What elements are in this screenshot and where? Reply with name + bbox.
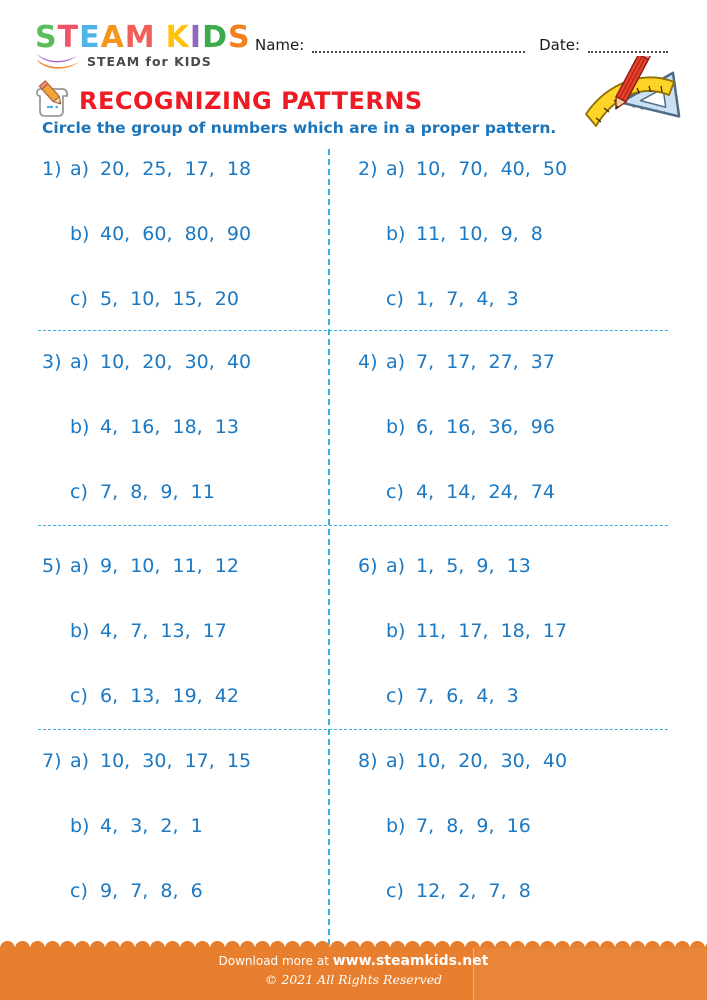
option-values: 40, 60, 80, 90 xyxy=(100,223,252,245)
option-values: 10, 30, 17, 15 xyxy=(100,750,252,772)
option-label: a) xyxy=(386,750,406,772)
option-label: a) xyxy=(386,158,406,180)
option-label: b) xyxy=(70,620,90,642)
pattern-option[interactable] xyxy=(42,686,328,706)
option-values: 5, 10, 15, 20 xyxy=(100,288,239,310)
question-7 xyxy=(38,730,328,945)
question-6 xyxy=(328,526,668,729)
option-values: 12, 2, 7, 8 xyxy=(416,880,531,902)
pattern-option[interactable] xyxy=(42,482,328,502)
pattern-option[interactable] xyxy=(358,816,668,836)
option-values: 10, 70, 40, 50 xyxy=(416,158,568,180)
question-row-1 xyxy=(38,147,668,330)
logo-wordmark xyxy=(35,22,251,54)
pattern-option[interactable] xyxy=(358,881,668,901)
pattern-option[interactable] xyxy=(358,224,668,244)
pattern-option[interactable] xyxy=(42,621,328,641)
question-row-4 xyxy=(38,729,668,945)
option-label: b) xyxy=(386,223,406,245)
page-title: RECOGNIZING PATTERNS xyxy=(79,87,423,115)
option-values: 7, 8, 9, 16 xyxy=(416,815,531,837)
option-label: c) xyxy=(386,685,404,707)
question-2 xyxy=(328,147,668,330)
option-values: 4, 7, 13, 17 xyxy=(100,620,227,642)
option-label: c) xyxy=(70,481,88,503)
logo-letter: E xyxy=(79,20,101,55)
instruction-text: Circle the group of numbers which are in a proper pattern. xyxy=(42,119,557,137)
name-input-line[interactable] xyxy=(312,37,525,53)
question-number: 3) xyxy=(42,351,62,373)
question-3 xyxy=(38,331,328,525)
pattern-option[interactable] xyxy=(358,352,668,372)
question-number: 6) xyxy=(358,555,378,577)
option-label: a) xyxy=(386,351,406,373)
footer-site-link[interactable]: www.steamkids.net xyxy=(332,953,489,969)
option-values: 11, 10, 9, 8 xyxy=(416,223,543,245)
option-label: a) xyxy=(70,555,90,577)
option-values: 7, 8, 9, 11 xyxy=(100,481,215,503)
option-label: c) xyxy=(386,288,404,310)
option-label: a) xyxy=(70,351,90,373)
footer-scallop-edge xyxy=(0,939,707,948)
question-4 xyxy=(328,331,668,525)
option-values: 4, 3, 2, 1 xyxy=(100,815,203,837)
question-number: 8) xyxy=(358,750,378,772)
pattern-option[interactable] xyxy=(358,482,668,502)
column-divider xyxy=(328,149,330,945)
question-8 xyxy=(328,730,668,945)
option-label: c) xyxy=(386,880,404,902)
option-values: 1, 5, 9, 13 xyxy=(416,555,531,577)
pattern-option[interactable] xyxy=(42,816,328,836)
option-label: b) xyxy=(70,223,90,245)
date-input-line[interactable] xyxy=(588,37,668,53)
question-number: 5) xyxy=(42,555,62,577)
option-label: a) xyxy=(70,158,90,180)
option-label: b) xyxy=(70,815,90,837)
question-row-3 xyxy=(38,525,668,729)
option-label: b) xyxy=(70,416,90,438)
option-values: 4, 14, 24, 74 xyxy=(416,481,555,503)
pattern-option[interactable] xyxy=(42,417,328,437)
pencil-scroll-icon xyxy=(33,80,75,122)
option-values: 10, 20, 30, 40 xyxy=(100,351,252,373)
date-label: Date: xyxy=(539,36,580,54)
option-label: a) xyxy=(386,555,406,577)
pattern-option[interactable] xyxy=(42,751,328,771)
footer-copyright: © 2021 All Rights Reserved xyxy=(264,972,443,987)
swoosh-icon xyxy=(35,52,81,70)
option-values: 4, 16, 18, 13 xyxy=(100,416,239,438)
option-values: 11, 17, 18, 17 xyxy=(416,620,568,642)
option-values: 1, 7, 4, 3 xyxy=(416,288,519,310)
logo-letter: M xyxy=(124,20,156,55)
option-values: 9, 7, 8, 6 xyxy=(100,880,203,902)
question-5 xyxy=(38,526,328,729)
name-label: Name: xyxy=(255,36,305,54)
logo-letter: T xyxy=(57,20,80,55)
pattern-option[interactable] xyxy=(358,556,668,576)
logo-letter: S xyxy=(227,20,251,55)
option-values: 7, 6, 4, 3 xyxy=(416,685,519,707)
option-label: b) xyxy=(386,815,406,837)
pattern-option[interactable] xyxy=(42,556,328,576)
title-row xyxy=(33,80,423,122)
option-values: 7, 17, 27, 37 xyxy=(416,351,555,373)
logo-letter: A xyxy=(100,20,125,55)
option-label: b) xyxy=(386,416,406,438)
option-values: 9, 10, 11, 12 xyxy=(100,555,239,577)
questions-grid xyxy=(38,147,668,945)
pattern-option[interactable] xyxy=(42,224,328,244)
option-values: 20, 25, 17, 18 xyxy=(100,158,252,180)
option-label: c) xyxy=(70,685,88,707)
option-label: c) xyxy=(386,481,404,503)
pattern-option[interactable] xyxy=(42,352,328,372)
question-1 xyxy=(38,147,328,330)
question-number: 2) xyxy=(358,158,378,180)
footer-download-line: Download more at www.steamkids.net xyxy=(218,953,489,969)
geometry-tools-icon xyxy=(582,56,684,136)
pattern-option[interactable] xyxy=(42,881,328,901)
steam-kids-logo xyxy=(35,22,251,70)
question-number: 7) xyxy=(42,750,62,772)
option-label: c) xyxy=(70,880,88,902)
logo-subtitle: STEAM for KIDS xyxy=(87,54,212,69)
pattern-option[interactable] xyxy=(358,289,668,309)
option-label: c) xyxy=(70,288,88,310)
name-date-row xyxy=(255,36,668,55)
option-label: b) xyxy=(386,620,406,642)
pattern-option[interactable] xyxy=(358,417,668,437)
logo-letter: I xyxy=(189,20,203,55)
footer-shade xyxy=(473,948,707,1000)
pattern-option[interactable] xyxy=(42,289,328,309)
question-row-2 xyxy=(38,330,668,525)
question-number: 1) xyxy=(42,158,62,180)
logo-letter: S xyxy=(35,20,58,55)
pattern-option[interactable] xyxy=(358,621,668,641)
question-number: 4) xyxy=(358,351,378,373)
option-values: 6, 13, 19, 42 xyxy=(100,685,239,707)
pattern-option[interactable] xyxy=(358,159,668,179)
option-values: 10, 20, 30, 40 xyxy=(416,750,568,772)
pattern-option[interactable] xyxy=(358,686,668,706)
pattern-option[interactable] xyxy=(42,159,328,179)
footer xyxy=(0,948,707,1000)
logo-letter: K xyxy=(165,20,190,55)
pattern-option[interactable] xyxy=(358,751,668,771)
logo-letter: D xyxy=(202,20,228,55)
option-values: 6, 16, 36, 96 xyxy=(416,416,555,438)
option-label: a) xyxy=(70,750,90,772)
